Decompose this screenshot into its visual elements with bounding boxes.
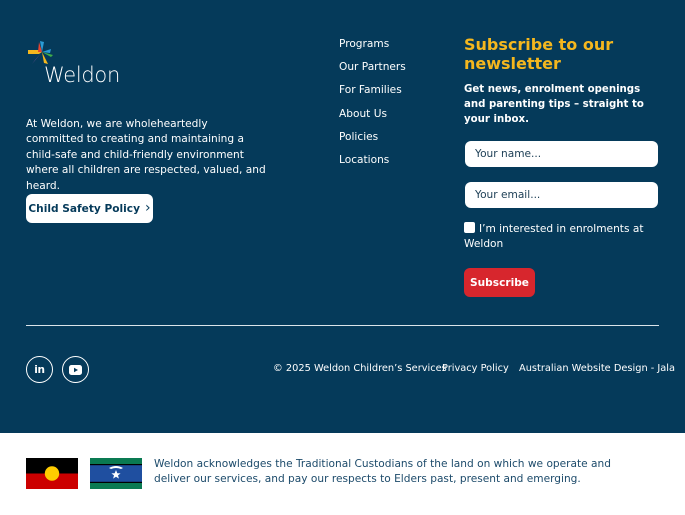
copyright-text: © 2025 Weldon Children’s Services (273, 363, 447, 374)
nav-item-for-families[interactable]: For Families (339, 84, 402, 97)
child-safety-policy-label: Child Safety Policy (28, 202, 140, 215)
email-input[interactable] (465, 182, 658, 208)
enrolment-checkbox-label[interactable]: I’m interested in enrolments at Weldon (464, 223, 644, 250)
commitment-text: At Weldon, we are wholeheartedly committed to creating and maintaining a child-safe and child-friendly environment where all children are respected, valued, and heard. (26, 118, 266, 192)
nav-item-programs[interactable]: Programs (339, 38, 390, 50)
enrolment-interest-row (464, 222, 659, 252)
subscribe-button[interactable]: Subscribe (464, 268, 535, 297)
newsletter-title: Subscribe to our newsletter (464, 35, 614, 73)
footer-divider (26, 325, 659, 326)
logo-wordmark: Weldon (44, 63, 120, 87)
newsletter-description: Get news, enrolment openings and parenting tips – straight to your inbox. (464, 84, 644, 126)
design-credit-link[interactable]: Australian Website Design - Jala (519, 363, 676, 374)
footer-nav (339, 37, 406, 176)
name-input[interactable] (465, 141, 658, 167)
nav-item-locations[interactable]: Locations (339, 153, 390, 166)
youtube-button[interactable] (62, 356, 89, 383)
torres-strait-islander-flag-icon (90, 458, 142, 489)
acknowledgement-section (0, 433, 685, 515)
privacy-policy-link[interactable]: Privacy Policy (442, 363, 509, 374)
enrolment-checkbox[interactable] (464, 222, 475, 233)
nav-item-policies[interactable]: Policies (339, 130, 379, 143)
youtube-icon (69, 365, 82, 375)
nav-item-about-us[interactable]: About Us (339, 107, 387, 120)
chevron-right-icon: › (144, 200, 151, 216)
child-safety-policy-button[interactable] (26, 194, 153, 223)
nav-item-our-partners[interactable]: Our Partners (339, 61, 406, 74)
aboriginal-flag-icon (26, 458, 78, 489)
linkedin-icon: in (34, 363, 45, 376)
acknowledgement-text: Weldon acknowledges the Traditional Custodians of the land on which we operate and deliver our services, and pay our respects to Elders past, present and emerging. (154, 458, 611, 486)
linkedin-button[interactable] (26, 356, 53, 383)
weldon-logo[interactable] (26, 38, 126, 90)
